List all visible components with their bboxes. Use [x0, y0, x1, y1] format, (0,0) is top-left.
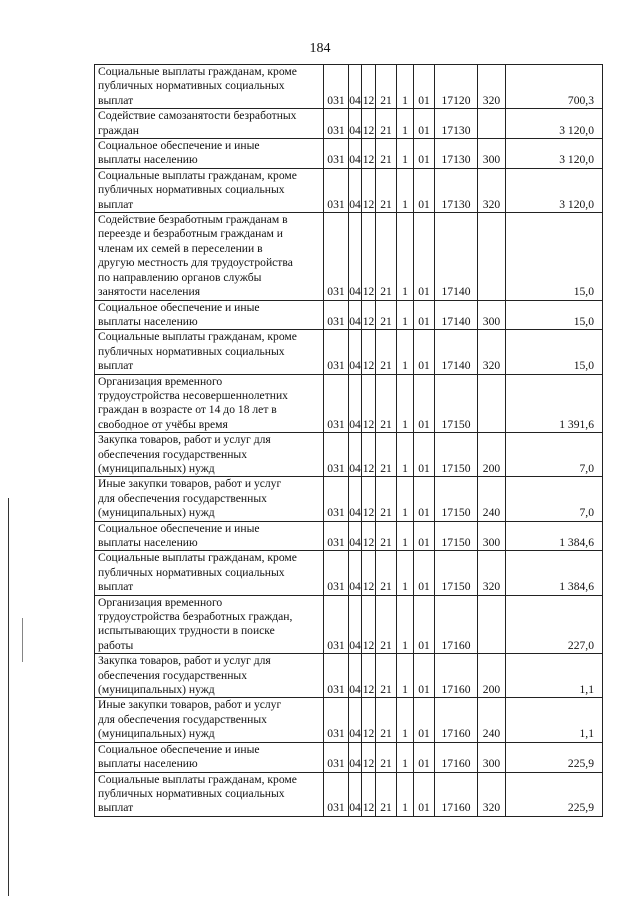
description-line: другую местность для трудоустройства	[98, 256, 293, 270]
description-line: свободное от учёбы время	[98, 417, 228, 431]
amount-cell: 3 120,0	[506, 139, 603, 169]
subprogram-code-cell: 1	[397, 300, 414, 330]
row-description	[95, 477, 324, 521]
expense-type-code-cell: 320	[478, 330, 506, 374]
program-code-cell: 21	[376, 698, 397, 742]
subsection-code-cell: 12	[362, 742, 376, 772]
table-row	[95, 521, 603, 551]
expense-type-code-cell: 320	[478, 168, 506, 212]
row-description	[95, 654, 324, 698]
description-line: Иные закупки товаров, работ и услуг	[98, 698, 282, 712]
budget-admin-code-cell: 031	[324, 330, 349, 374]
subprogram-code-cell: 1	[397, 654, 414, 698]
direction-code-cell: 17140	[435, 300, 478, 330]
table-row	[95, 433, 603, 477]
main-activity-code-cell: 01	[414, 477, 435, 521]
main-activity-code-cell: 01	[414, 330, 435, 374]
row-description	[95, 698, 324, 742]
expense-type-code-cell	[478, 374, 506, 433]
program-code-cell: 21	[376, 521, 397, 551]
section-code-cell: 04	[349, 139, 362, 169]
description-line: выплат	[98, 580, 134, 594]
description-line: Социальные выплаты гражданам, кроме	[98, 551, 297, 565]
table-row	[95, 109, 603, 139]
expense-type-code-cell	[478, 109, 506, 139]
description-line: обеспечения государственных	[98, 668, 248, 682]
budget-admin-code-cell: 031	[324, 551, 349, 595]
description-line: Социальное обеспечение и иные	[98, 742, 260, 756]
program-code-cell: 21	[376, 300, 397, 330]
description-line: публичных нормативных социальных	[98, 344, 285, 358]
main-activity-code-cell: 01	[414, 654, 435, 698]
section-code-cell: 04	[349, 213, 362, 300]
main-activity-code-cell: 01	[414, 551, 435, 595]
program-code-cell: 21	[376, 595, 397, 654]
table-row	[95, 213, 603, 300]
section-code-cell: 04	[349, 595, 362, 654]
program-code-cell: 21	[376, 168, 397, 212]
description-line: граждан в возрасте от 14 до 18 лет в	[98, 403, 277, 417]
description-line: (муниципальных) нужд	[98, 461, 215, 475]
table-row	[95, 65, 603, 109]
description-line: Организация временного	[98, 595, 223, 609]
description-line: Иные закупки товаров, работ и услуг	[98, 477, 282, 491]
expense-type-code-cell: 320	[478, 551, 506, 595]
table-row	[95, 742, 603, 772]
budget-admin-code-cell: 031	[324, 521, 349, 551]
direction-code-cell: 17150	[435, 551, 478, 595]
program-code-cell: 21	[376, 654, 397, 698]
subprogram-code-cell: 1	[397, 433, 414, 477]
description-line: Организация временного	[98, 374, 223, 388]
description-line: занятости населения	[98, 285, 201, 299]
expense-type-code-cell	[478, 595, 506, 654]
table-row	[95, 330, 603, 374]
expense-type-code-cell: 200	[478, 433, 506, 477]
description-line: испытывающих трудности в поиске	[98, 624, 275, 638]
description-line: Социальное обеспечение и иные	[98, 521, 260, 535]
expense-type-code-cell	[478, 213, 506, 300]
subprogram-code-cell: 1	[397, 139, 414, 169]
subsection-code-cell: 12	[362, 772, 376, 816]
description-line: Социальные выплаты гражданам, кроме	[98, 330, 297, 344]
row-description	[95, 521, 324, 551]
section-code-cell: 04	[349, 168, 362, 212]
subsection-code-cell: 12	[362, 521, 376, 551]
subsection-code-cell: 12	[362, 551, 376, 595]
subsection-code-cell: 12	[362, 330, 376, 374]
table-row	[95, 551, 603, 595]
section-code-cell: 04	[349, 433, 362, 477]
row-description	[95, 300, 324, 330]
section-code-cell: 04	[349, 330, 362, 374]
direction-code-cell: 17160	[435, 654, 478, 698]
table-row	[95, 477, 603, 521]
direction-code-cell: 17160	[435, 742, 478, 772]
budget-admin-code-cell: 031	[324, 139, 349, 169]
subsection-code-cell: 12	[362, 433, 376, 477]
description-line: (муниципальных) нужд	[98, 683, 215, 697]
expense-type-code-cell: 300	[478, 742, 506, 772]
description-line: Закупка товаров, работ и услуг для	[98, 433, 271, 447]
section-code-cell: 04	[349, 551, 362, 595]
direction-code-cell: 17150	[435, 433, 478, 477]
budget-admin-code-cell: 031	[324, 168, 349, 212]
amount-cell: 225,9	[506, 772, 603, 816]
main-activity-code-cell: 01	[414, 65, 435, 109]
budget-admin-code-cell: 031	[324, 698, 349, 742]
row-description	[95, 742, 324, 772]
description-line: публичных нормативных социальных	[98, 565, 285, 579]
amount-cell: 3 120,0	[506, 109, 603, 139]
budget-admin-code-cell: 031	[324, 477, 349, 521]
subprogram-code-cell: 1	[397, 595, 414, 654]
description-line: выплаты населению	[98, 536, 198, 549]
section-code-cell: 04	[349, 109, 362, 139]
row-description	[95, 330, 324, 374]
program-code-cell: 21	[376, 330, 397, 374]
description-line: Социальное обеспечение и иные	[98, 300, 260, 314]
subsection-code-cell: 12	[362, 698, 376, 742]
section-code-cell: 04	[349, 742, 362, 772]
description-line: выплат	[98, 359, 134, 373]
row-description	[95, 109, 324, 139]
description-line: Социальные выплаты гражданам, кроме	[98, 168, 297, 182]
section-code-cell: 04	[349, 698, 362, 742]
subsection-code-cell: 12	[362, 477, 376, 521]
description-line: граждан	[98, 123, 139, 137]
amount-cell: 225,9	[506, 742, 603, 772]
description-line: выплаты населению	[98, 153, 198, 167]
amount-cell: 1 384,6	[506, 521, 603, 551]
row-description	[95, 374, 324, 433]
direction-code-cell: 17140	[435, 330, 478, 374]
row-description	[95, 213, 324, 300]
subprogram-code-cell: 1	[397, 213, 414, 300]
direction-code-cell: 17140	[435, 213, 478, 300]
subprogram-code-cell: 1	[397, 330, 414, 374]
expense-type-code-cell: 320	[478, 772, 506, 816]
description-line: Закупка товаров, работ и услуг для	[98, 654, 271, 668]
main-activity-code-cell: 01	[414, 374, 435, 433]
main-activity-code-cell: 01	[414, 300, 435, 330]
budget-admin-code-cell: 031	[324, 772, 349, 816]
row-description	[95, 139, 324, 169]
amount-cell: 1 384,6	[506, 551, 603, 595]
main-activity-code-cell: 01	[414, 168, 435, 212]
description-line: членам их семей в переселении в	[98, 241, 263, 255]
description-line: трудоустройства несовершеннолетних	[98, 388, 288, 402]
expense-type-code-cell: 300	[478, 521, 506, 551]
expense-type-code-cell: 200	[478, 654, 506, 698]
row-description	[95, 551, 324, 595]
table-row	[95, 772, 603, 816]
subsection-code-cell: 12	[362, 374, 376, 433]
description-line: Содействие безработным гражданам в	[98, 213, 288, 227]
expense-type-code-cell: 300	[478, 139, 506, 169]
section-code-cell: 04	[349, 772, 362, 816]
program-code-cell: 21	[376, 65, 397, 109]
direction-code-cell: 17130	[435, 139, 478, 169]
amount-cell: 1,1	[506, 698, 603, 742]
budget-admin-code-cell: 031	[324, 213, 349, 300]
expense-type-code-cell: 240	[478, 477, 506, 521]
description-line: выплаты населению	[98, 314, 198, 328]
main-activity-code-cell: 01	[414, 742, 435, 772]
budget-admin-code-cell: 031	[324, 433, 349, 477]
main-activity-code-cell: 01	[414, 772, 435, 816]
section-code-cell: 04	[349, 300, 362, 330]
expense-type-code-cell: 300	[478, 300, 506, 330]
direction-code-cell: 17150	[435, 374, 478, 433]
main-activity-code-cell: 01	[414, 433, 435, 477]
row-description	[95, 65, 324, 109]
direction-code-cell: 17120	[435, 65, 478, 109]
main-activity-code-cell: 01	[414, 521, 435, 551]
description-line: публичных нормативных социальных	[98, 786, 285, 800]
program-code-cell: 21	[376, 551, 397, 595]
program-code-cell: 21	[376, 213, 397, 300]
main-activity-code-cell: 01	[414, 139, 435, 169]
main-activity-code-cell: 01	[414, 595, 435, 654]
description-line: (муниципальных) нужд	[98, 727, 215, 741]
amount-cell: 7,0	[506, 433, 603, 477]
section-code-cell: 04	[349, 65, 362, 109]
description-line: Содействие самозанятости безработных	[98, 109, 297, 123]
table-row	[95, 374, 603, 433]
direction-code-cell: 17150	[435, 477, 478, 521]
table-row	[95, 168, 603, 212]
description-line: Социальные выплаты гражданам, кроме	[98, 65, 297, 78]
subsection-code-cell: 12	[362, 300, 376, 330]
subprogram-code-cell: 1	[397, 772, 414, 816]
direction-code-cell: 17160	[435, 595, 478, 654]
expense-type-code-cell: 240	[478, 698, 506, 742]
budget-admin-code-cell: 031	[324, 654, 349, 698]
description-line: трудоустройства безработных граждан,	[98, 610, 293, 624]
program-code-cell: 21	[376, 374, 397, 433]
budget-admin-code-cell: 031	[324, 65, 349, 109]
direction-code-cell: 17130	[435, 109, 478, 139]
margin-line	[8, 498, 9, 896]
subprogram-code-cell: 1	[397, 698, 414, 742]
description-line: Социальные выплаты гражданам, кроме	[98, 772, 297, 786]
subprogram-code-cell: 1	[397, 477, 414, 521]
row-description	[95, 433, 324, 477]
description-line: выплат	[98, 93, 134, 107]
subsection-code-cell: 12	[362, 213, 376, 300]
subsection-code-cell: 12	[362, 65, 376, 109]
subprogram-code-cell: 1	[397, 551, 414, 595]
table-row	[95, 698, 603, 742]
main-activity-code-cell: 01	[414, 213, 435, 300]
description-line: работы	[98, 638, 134, 652]
table-body	[95, 65, 603, 817]
subprogram-code-cell: 1	[397, 65, 414, 109]
program-code-cell: 21	[376, 433, 397, 477]
description-line: выплаты населению	[98, 757, 198, 771]
amount-cell: 7,0	[506, 477, 603, 521]
table-row	[95, 595, 603, 654]
subprogram-code-cell: 1	[397, 374, 414, 433]
amount-cell: 227,0	[506, 595, 603, 654]
subprogram-code-cell: 1	[397, 521, 414, 551]
description-line: выплат	[98, 197, 134, 211]
subsection-code-cell: 12	[362, 139, 376, 169]
amount-cell: 15,0	[506, 330, 603, 374]
direction-code-cell: 17160	[435, 698, 478, 742]
description-line: публичных нормативных социальных	[98, 183, 285, 197]
amount-cell: 1 391,6	[506, 374, 603, 433]
row-description	[95, 595, 324, 654]
subprogram-code-cell: 1	[397, 109, 414, 139]
table-row	[95, 654, 603, 698]
description-line: обеспечения государственных	[98, 447, 248, 461]
section-code-cell: 04	[349, 477, 362, 521]
amount-cell: 3 120,0	[506, 168, 603, 212]
description-line: для обеспечения государственных	[98, 712, 267, 726]
table-row	[95, 300, 603, 330]
main-activity-code-cell: 01	[414, 109, 435, 139]
direction-code-cell: 17160	[435, 772, 478, 816]
description-line: публичных нормативных социальных	[98, 79, 285, 93]
description-line: для обеспечения государственных	[98, 491, 267, 505]
subprogram-code-cell: 1	[397, 168, 414, 212]
program-code-cell: 21	[376, 742, 397, 772]
amount-cell: 700,3	[506, 65, 603, 109]
subsection-code-cell: 12	[362, 168, 376, 212]
description-line: переезде и безработным гражданам и	[98, 227, 283, 241]
budget-admin-code-cell: 031	[324, 300, 349, 330]
budget-admin-code-cell: 031	[324, 374, 349, 433]
table-row	[95, 139, 603, 169]
description-line: Социальное обеспечение и иные	[98, 139, 260, 153]
budget-admin-code-cell: 031	[324, 742, 349, 772]
direction-code-cell: 17150	[435, 521, 478, 551]
direction-code-cell: 17130	[435, 168, 478, 212]
description-line: по направлению органов службы	[98, 270, 262, 284]
section-code-cell: 04	[349, 374, 362, 433]
program-code-cell: 21	[376, 477, 397, 521]
main-activity-code-cell: 01	[414, 698, 435, 742]
budget-table	[94, 64, 603, 817]
subprogram-code-cell: 1	[397, 742, 414, 772]
description-line: (муниципальных) нужд	[98, 506, 215, 520]
budget-admin-code-cell: 031	[324, 109, 349, 139]
amount-cell: 15,0	[506, 213, 603, 300]
budget-admin-code-cell: 031	[324, 595, 349, 654]
subsection-code-cell: 12	[362, 109, 376, 139]
program-code-cell: 21	[376, 772, 397, 816]
row-description	[95, 772, 324, 816]
expense-type-code-cell: 320	[478, 65, 506, 109]
subsection-code-cell: 12	[362, 654, 376, 698]
description-line: выплат	[98, 801, 134, 815]
section-code-cell: 04	[349, 654, 362, 698]
margin-line	[22, 618, 23, 662]
amount-cell: 15,0	[506, 300, 603, 330]
program-code-cell: 21	[376, 109, 397, 139]
amount-cell: 1,1	[506, 654, 603, 698]
program-code-cell: 21	[376, 139, 397, 169]
page-number: 184	[309, 41, 331, 56]
row-description	[95, 168, 324, 212]
section-code-cell: 04	[349, 521, 362, 551]
subsection-code-cell: 12	[362, 595, 376, 654]
